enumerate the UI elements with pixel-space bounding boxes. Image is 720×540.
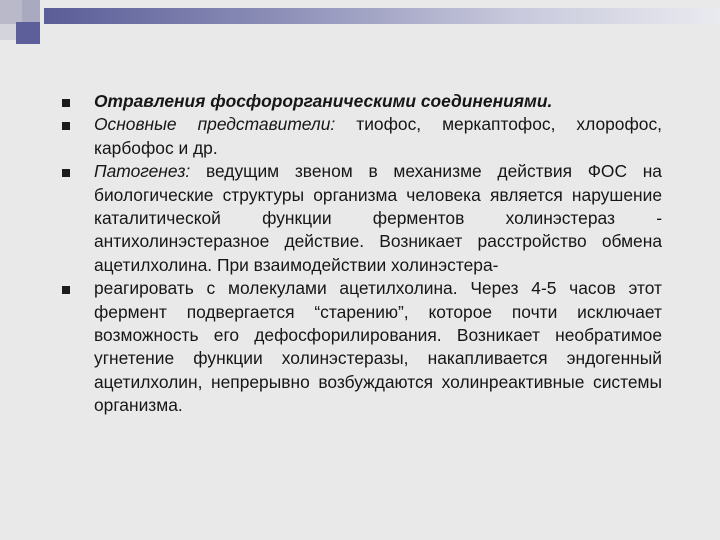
item-lead: Основные представители: bbox=[94, 114, 336, 135]
square-bullet-icon bbox=[62, 122, 70, 130]
decor-square bbox=[0, 0, 22, 24]
decor-square bbox=[22, 0, 40, 24]
square-bullet-icon bbox=[62, 286, 70, 294]
item-text: тиофос, меркаптофос, хлорофос, карбофос и др. bbox=[94, 114, 662, 158]
list-item bbox=[62, 277, 662, 417]
list-item bbox=[62, 160, 662, 277]
square-bullet-icon bbox=[62, 99, 70, 107]
list-item bbox=[62, 90, 662, 113]
item-text: реагировать с молекулами ацетилхолина. Через 4-5 часов этот фермент подвергается “старению”, которое почти исключает возможность его дефосфорилирования. Возникает необратимое угнетение функции холинэстеразы, накапливается эндогенный ацетилхолин, непрерывно возбуждаются холинреактивные системы организма. bbox=[94, 278, 662, 416]
item-text: ведущим звеном в механизме действия ФОС на биологические структуры организма человека является нарушение каталитической функции ферментов холинэстераз - антихолинэстеразное действие. Возникает расстройство обмена ацетилхолина. При взаимодействии холинэстера- bbox=[94, 161, 662, 275]
item-lead: Патогенез: bbox=[94, 161, 191, 182]
square-bullet-icon bbox=[62, 169, 70, 177]
decor-square bbox=[16, 22, 40, 44]
slide-content bbox=[62, 90, 662, 418]
slide-heading: Отравления фосфорорганическими соединениями. bbox=[94, 91, 553, 111]
header-gradient-bar bbox=[44, 8, 720, 24]
decor-square bbox=[0, 24, 16, 40]
list-item bbox=[62, 113, 662, 160]
bullet-list bbox=[62, 90, 662, 418]
